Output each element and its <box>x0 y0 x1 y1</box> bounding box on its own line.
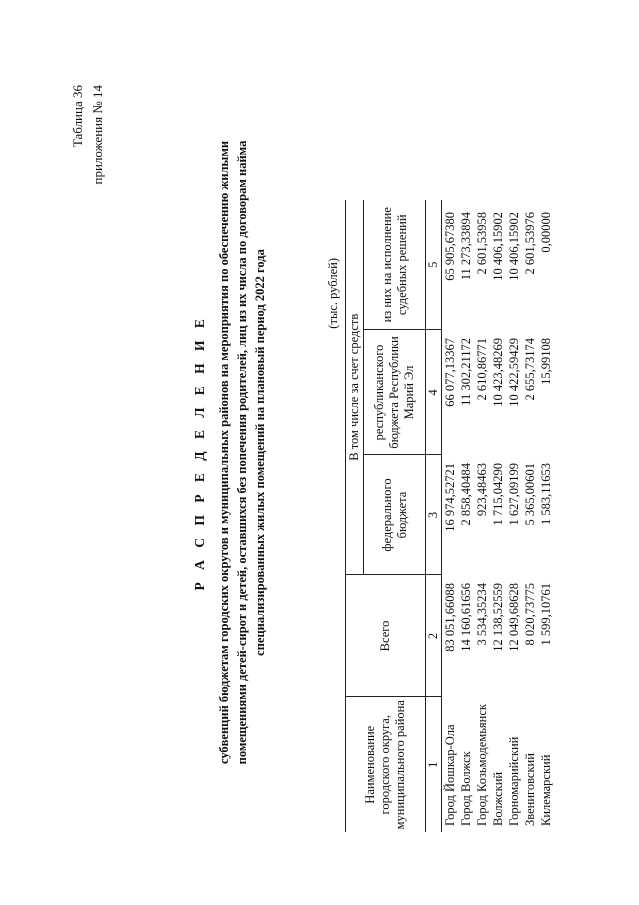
district-name: Город Волжск <box>458 751 473 826</box>
total-value: 1 599,10761 <box>538 583 553 646</box>
republic-value: 10 422,59429 <box>506 338 521 407</box>
subtitle-line-3: специализированных жилых помещений на плановый период 2022 года <box>253 249 267 656</box>
district-name: Город Козьмодемьянск <box>474 704 489 826</box>
federal-value: 16 974,52721 <box>442 463 457 532</box>
column-index: 3 <box>426 455 442 575</box>
court-value: 10 406,15902 <box>506 212 521 281</box>
court-value: 2 601,53958 <box>474 212 489 275</box>
republic-value: 10 423,48269 <box>490 338 505 407</box>
column-index: 1 <box>426 697 442 832</box>
republic-value: 66 077,13367 <box>442 338 457 407</box>
header-court-column: из них на исполнение судебных решений <box>364 200 426 330</box>
total-value: 12 138,52559 <box>490 583 505 652</box>
total-value: 83 051,66088 <box>442 583 457 652</box>
column-index-row <box>426 200 442 832</box>
caption-table-number: Таблица 36 <box>70 85 85 148</box>
republic-value: 11 302,21172 <box>458 338 473 406</box>
court-value: 11 273,33894 <box>458 212 473 281</box>
document-subtitle <box>215 115 269 790</box>
allocation-table <box>345 200 554 832</box>
column-index: 2 <box>426 575 442 697</box>
district-name: Горномарийский <box>506 736 521 826</box>
total-value: 14 160,61656 <box>458 583 473 652</box>
court-value: 2 601,53976 <box>522 212 537 275</box>
district-name: Звениговский <box>522 753 537 826</box>
total-value: 8 020,73775 <box>522 583 537 646</box>
table-row <box>442 200 459 832</box>
table-caption <box>68 85 108 905</box>
total-value: 3 534,35234 <box>474 583 489 646</box>
subtitle-line-1: субвенций бюджетам городских округов и муниципальных районов на мероприятия по обеспечению жилыми <box>217 140 231 765</box>
total-value: 12 049,68628 <box>506 583 521 652</box>
header-republic-column: республиканского бюджета Республики Марий Эл <box>364 330 426 455</box>
court-value: 65 905,67380 <box>442 212 457 281</box>
header-total-column: Всего <box>346 575 426 697</box>
court-value: 0,00000 <box>538 212 553 253</box>
court-value: 10 406,15902 <box>490 212 505 281</box>
header-name-column: Наименование городского округа, муниципального района <box>346 697 426 832</box>
table-row <box>522 200 538 832</box>
republic-value: 15,99108 <box>538 338 553 385</box>
units-note: (тыс. рублей) <box>326 258 340 329</box>
district-name: Волжский <box>490 771 505 826</box>
federal-value: 923,48463 <box>474 463 489 517</box>
table-row <box>506 200 522 832</box>
republic-value: 2 655,73174 <box>522 338 537 401</box>
document-title: Р А С П Р Е Д Е Л Е Н И Е <box>192 314 207 591</box>
federal-value: 5 365,00601 <box>522 463 537 526</box>
table-row <box>458 200 474 832</box>
header-funding-group: В том числе за счет средств <box>346 200 364 575</box>
header-row-1 <box>346 200 364 832</box>
subtitle-line-2: помещениями детей-сирот и детей, оставшихся без попечения родителей, лиц из их числа по договорам найма <box>235 140 249 765</box>
federal-value: 2 858,40484 <box>458 463 473 526</box>
table-row <box>538 200 554 832</box>
table-row <box>474 200 490 832</box>
district-name: Город Йошкар-Ола <box>442 724 457 826</box>
federal-value: 1 627,09199 <box>506 463 521 526</box>
republic-value: 2 610,86771 <box>474 338 489 401</box>
column-index: 5 <box>426 200 442 330</box>
column-index: 4 <box>426 330 442 455</box>
federal-value: 1 583,11653 <box>538 463 553 526</box>
table-row <box>490 200 506 832</box>
caption-appendix: приложения № 14 <box>90 85 105 185</box>
federal-value: 1 715,04290 <box>490 463 505 526</box>
district-name: Килемарский <box>538 754 553 826</box>
header-federal-column: федерального бюджета <box>364 455 426 575</box>
